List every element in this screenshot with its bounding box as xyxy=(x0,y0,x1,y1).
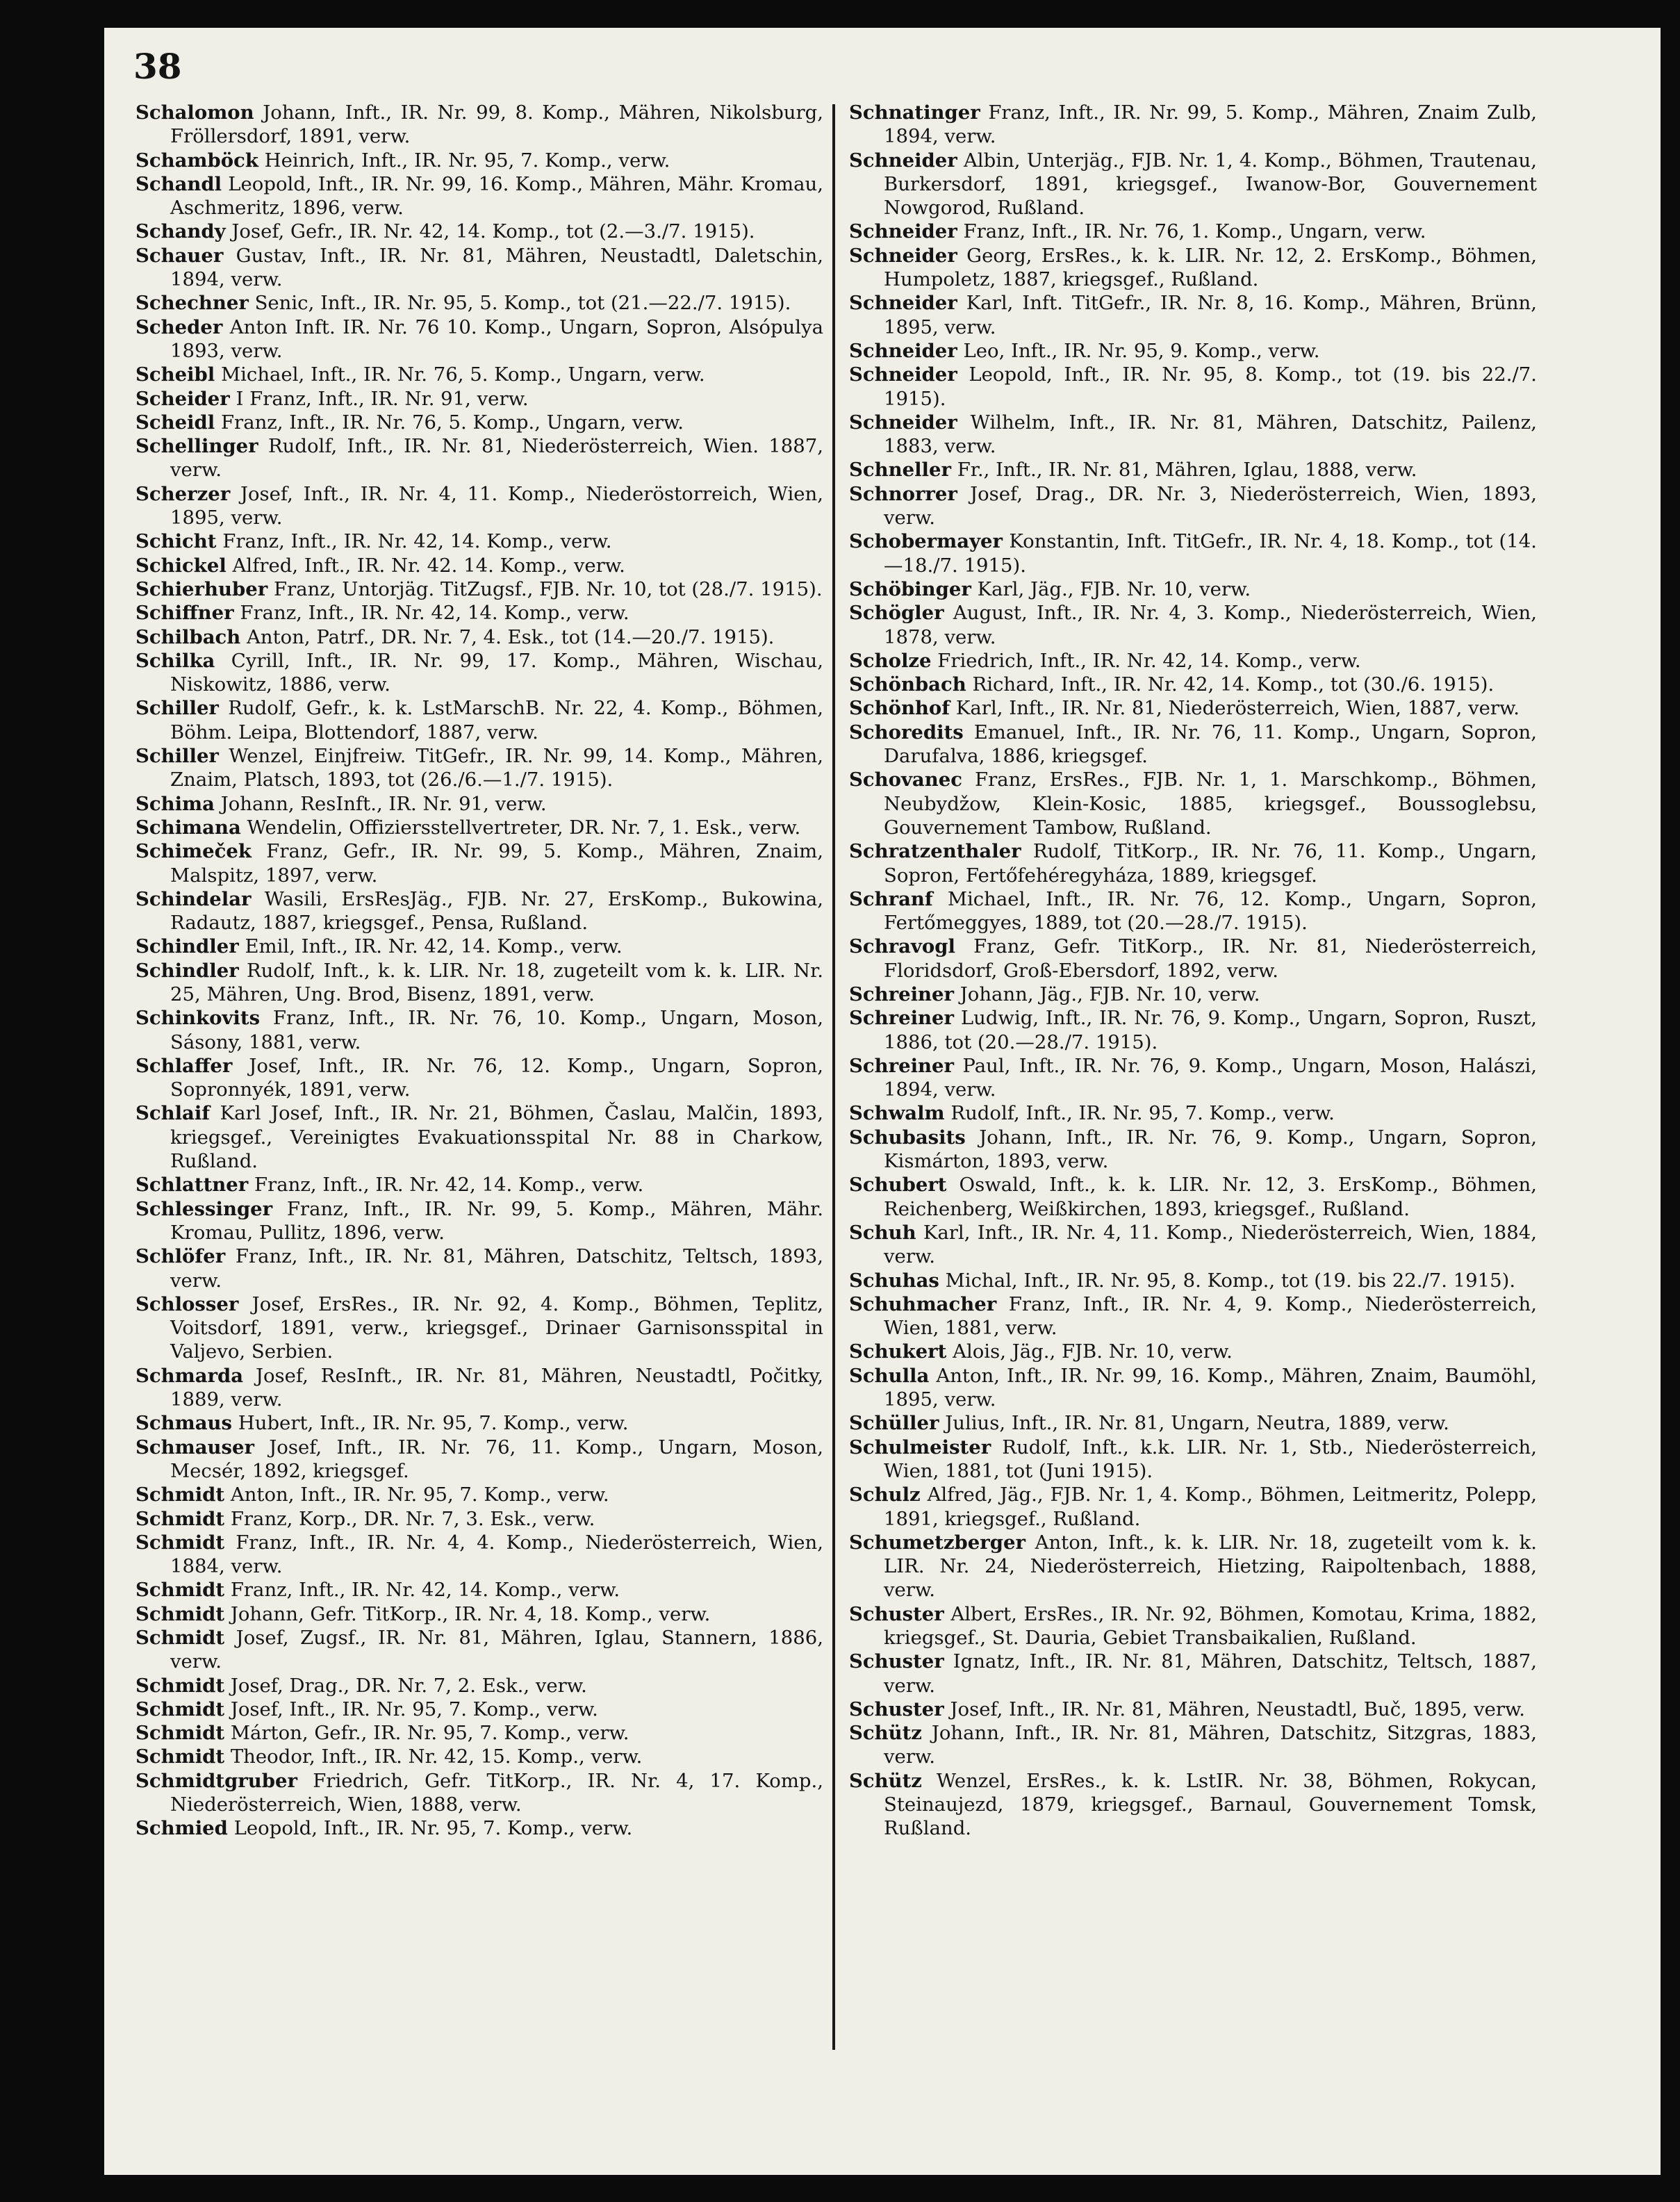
entry-surname: Schmied xyxy=(135,1817,228,1840)
entry xyxy=(849,482,1537,530)
entry xyxy=(849,1006,1537,1054)
entry-details: Anton, Inft., k. k. LIR. Nr. 18, zugeteilt vom k. k. LIR. Nr. 24, Niederösterreich, Hietzing, Raipoltenbach, 1888, verw. xyxy=(884,1531,1538,1602)
entry-details: Hubert, Inft., IR. Nr. 95, 7. Komp., verw. xyxy=(238,1412,629,1435)
entry xyxy=(135,1173,823,1197)
entry xyxy=(849,1126,1537,1174)
entry xyxy=(135,696,823,744)
entry-details: Gustav, Inft., IR. Nr. 81, Mähren, Neustadtl, Daletschin, 1894, verw. xyxy=(170,244,823,291)
entry xyxy=(849,1054,1537,1102)
entry-details: I Franz, Inft., IR. Nr. 91, verw. xyxy=(236,387,529,410)
entry-surname: Schneller xyxy=(849,459,951,482)
entry xyxy=(135,839,823,887)
entry-surname: Schmidt xyxy=(135,1531,225,1554)
entry-details: Karl Josef, Inft., IR. Nr. 21, Böhmen, Časlau, Malčin, 1893, kriegsgef., Vereinigtes Evakuationsspital Nr. 88 in Charkow, Rußland. xyxy=(170,1102,823,1173)
entry-details: Franz, Inft., IR. Nr. 4, 4. Komp., Niederösterreich, Wien, 1884, verw. xyxy=(170,1531,823,1578)
entry-details: Rudolf, Inft., IR. Nr. 81, Niederösterreich, Wien. 1887, verw. xyxy=(170,435,823,482)
entry-surname: Schandl xyxy=(135,172,222,195)
entry-details: Franz, Untorjäg. TitZugsf., FJB. Nr. 10, tot (28./7. 1915). xyxy=(273,577,823,600)
entry-surname: Schickel xyxy=(135,554,227,577)
entry-surname: Schneider xyxy=(849,220,957,243)
entry-surname: Schoredits xyxy=(849,721,964,743)
entry xyxy=(849,1411,1537,1435)
entry-surname: Scheder xyxy=(135,315,223,338)
entry xyxy=(849,1650,1537,1698)
entry xyxy=(849,1436,1537,1484)
entry-surname: Schulmeister xyxy=(849,1436,991,1459)
entry-details: August, Inft., IR. Nr. 4, 3. Komp., Niederösterreich, Wien, 1878, verw. xyxy=(884,602,1538,648)
entry xyxy=(135,1054,823,1102)
entry-details: Karl, Jäg., FJB. Nr. 10, verw. xyxy=(977,577,1251,600)
entry-details: Wendelin, Offiziersstellvertreter, DR. Nr. 7, 1. Esk., verw. xyxy=(247,816,801,839)
entry-details: Konstantin, Inft. TitGefr., IR. Nr. 4, 18. Komp., tot (14.—18./7. 1915). xyxy=(884,530,1538,577)
entry-surname: Schmidt xyxy=(135,1745,225,1768)
entry xyxy=(135,1244,823,1292)
entry-surname: Schukert xyxy=(849,1340,947,1363)
entry xyxy=(135,1483,823,1506)
entry xyxy=(135,244,823,292)
entry-surname: Schütz xyxy=(849,1769,922,1792)
entry xyxy=(135,935,823,958)
entry xyxy=(849,291,1537,339)
entry xyxy=(849,339,1537,363)
entry-surname: Schneider xyxy=(849,411,957,434)
entry-details: Johann, Jäg., FJB. Nr. 10, verw. xyxy=(960,983,1260,1005)
entry-details: Leopold, Inft., IR. Nr. 95, 7. Komp., verw. xyxy=(233,1817,633,1840)
entry xyxy=(135,554,823,577)
entry-surname: Schuster xyxy=(849,1602,944,1625)
entry-surname: Schranf xyxy=(849,887,933,910)
entry-surname: Schneider xyxy=(849,244,957,267)
entry xyxy=(135,315,823,363)
entry-surname: Scholze xyxy=(849,649,932,672)
entry-details: Franz, Inft., IR. Nr. 99, 5. Komp., Mähren, Znaim Zulb, 1894, verw. xyxy=(884,101,1537,148)
entry-surname: Schneider xyxy=(849,149,957,172)
entry-surname: Schneider xyxy=(849,339,957,362)
entry xyxy=(135,434,823,482)
entry-details: Josef, Inft., IR. Nr. 76, 11. Komp., Ungarn, Moson, Mecsér, 1892, kriegsgef. xyxy=(170,1436,823,1482)
entry xyxy=(135,1816,823,1840)
entry-surname: Schmidt xyxy=(135,1579,225,1602)
entry-details: Franz, Inft., IR. Nr. 76, 10. Komp., Ungarn, Moson, Sásony, 1881, verw. xyxy=(170,1007,823,1053)
entry xyxy=(135,1578,823,1602)
entry xyxy=(849,1721,1537,1769)
entry-details: Johann, Inft., IR. Nr. 76, 9. Komp., Ungarn, Sopron, Kismárton, 1893, verw. xyxy=(884,1126,1537,1173)
entry xyxy=(135,1292,823,1364)
entry-surname: Schierhuber xyxy=(135,577,268,600)
entry-surname: Scheibl xyxy=(135,363,215,386)
entry-surname: Schreiner xyxy=(849,1054,955,1077)
entry-surname: Schravogl xyxy=(849,935,955,958)
entry-surname: Schmarda xyxy=(135,1364,244,1387)
entry xyxy=(849,673,1537,696)
entry xyxy=(135,220,823,243)
right-column xyxy=(849,101,1537,1841)
entry-details: Michal, Inft., IR. Nr. 95, 8. Komp., tot (19. bis 22./7. 1915). xyxy=(945,1269,1516,1292)
entry-surname: Schuster xyxy=(849,1698,944,1720)
entry-details: Oswald, Inft., k. k. LIR. Nr. 12, 3. ErsKomp., Böhmen, Reichenberg, Weißkirchen, 1893, kriegsgef., Rußland. xyxy=(884,1174,1537,1220)
entry-details: Franz, Inft., IR. Nr. 81, Mähren, Datschitz, Teltsch, 1893, verw. xyxy=(170,1245,823,1292)
entry-surname: Scheidl xyxy=(135,411,215,434)
entry xyxy=(135,1411,823,1435)
entry xyxy=(135,577,823,601)
entry-details: Leopold, Inft., IR. Nr. 95, 8. Komp., tot (19. bis 22./7. 1915). xyxy=(884,363,1537,410)
entry-surname: Schönhof xyxy=(849,697,950,720)
entry-details: Márton, Gefr., IR. Nr. 95, 7. Komp., verw. xyxy=(230,1722,629,1745)
entry-surname: Schuhmacher xyxy=(849,1292,997,1315)
entry-surname: Schögler xyxy=(849,602,944,625)
entry xyxy=(135,887,823,935)
entry-details: Josef, Inft., IR. Nr. 4, 11. Komp., Niederöstorreich, Wien, 1895, verw. xyxy=(170,482,823,529)
entry xyxy=(849,1269,1537,1292)
entry-surname: Scheider xyxy=(135,387,230,410)
entry-details: Franz, Inft., IR. Nr. 42, 14. Komp., verw. xyxy=(240,602,629,625)
entry-details: Josef, Inft., IR. Nr. 76, 12. Komp., Ungarn, Sopron, Sopronnyék, 1891, verw. xyxy=(170,1054,823,1101)
entry-surname: Schindler xyxy=(135,935,239,958)
entry xyxy=(849,983,1537,1006)
entry-details: Albin, Unterjäg., FJB. Nr. 1, 4. Komp., Böhmen, Trautenau, Burkersdorf, 1891, kriegsgef., Iwanow-Bor, Gouvernement Nowgorod, Rußland. xyxy=(884,149,1537,220)
entry xyxy=(135,411,823,434)
entry xyxy=(849,696,1537,720)
entry-details: Anton Inft. IR. Nr. 76 10. Komp., Ungarn, Sopron, Alsópulya 1893, verw. xyxy=(170,315,823,362)
entry-details: Senic, Inft., IR. Nr. 95, 5. Komp., tot (21.—22./7. 1915). xyxy=(254,292,791,315)
page-number: 38 xyxy=(133,46,182,87)
left-column xyxy=(135,101,823,1841)
entry xyxy=(135,601,823,625)
entry xyxy=(849,1602,1537,1650)
document-page xyxy=(104,28,1661,2175)
entry-details: Josef, Drag., DR. Nr. 7, 2. Esk., verw. xyxy=(230,1674,587,1697)
entry-details: Paul, Inft., IR. Nr. 76, 9. Komp., Ungarn, Moson, Halászi, 1894, verw. xyxy=(884,1054,1537,1101)
entry-details: Anton, Inft., IR. Nr. 95, 7. Komp., verw. xyxy=(230,1484,609,1506)
entry xyxy=(135,792,823,816)
entry xyxy=(849,1292,1537,1340)
entry-surname: Schnorrer xyxy=(849,482,957,505)
entry-surname: Schmidt xyxy=(135,1698,225,1720)
entry-surname: Schlaffer xyxy=(135,1054,233,1077)
entry-details: Franz, Inft., IR. Nr. 42, 14. Komp., verw. xyxy=(230,1579,620,1602)
entry xyxy=(849,149,1537,220)
entry xyxy=(135,1602,823,1626)
entry xyxy=(135,1364,823,1412)
entry-surname: Schreiner xyxy=(849,1007,955,1030)
entry-surname: Schilbach xyxy=(135,625,241,648)
entry-details: Friedrich, Gefr. TitKorp., IR. Nr. 4, 17. Komp., Niederösterreich, Wien, 1888, verw. xyxy=(170,1769,823,1816)
entry-surname: Schicht xyxy=(135,530,217,553)
entry-details: Theodor, Inft., IR. Nr. 42, 15. Komp., verw. xyxy=(230,1745,643,1768)
entry-details: Michael, Inft., IR. Nr. 76, 12. Komp., Ungarn, Sopron, Fertőmeggyes, 1889, tot (20.—28./7. 1915). xyxy=(884,887,1537,935)
entry-surname: Schmidtgruber xyxy=(135,1769,297,1792)
entry-surname: Schneider xyxy=(849,363,957,386)
entry xyxy=(135,1721,823,1745)
entry-details: Franz, Inft., IR. Nr. 4, 9. Komp., Niederösterreich, Wien, 1881, verw. xyxy=(884,1292,1537,1340)
entry-details: Richard, Inft., IR. Nr. 42, 14. Komp., tot (30./6. 1915). xyxy=(972,673,1494,696)
entry xyxy=(135,649,823,697)
entry xyxy=(849,1101,1537,1125)
entry-details: Johann, ResInft., IR. Nr. 91, verw. xyxy=(220,792,547,815)
entry-surname: Schmidt xyxy=(135,1602,225,1625)
entry-surname: Schechner xyxy=(135,292,249,315)
entry xyxy=(849,244,1537,292)
entry xyxy=(849,839,1537,887)
entry xyxy=(135,363,823,386)
entry-surname: Schiffner xyxy=(135,602,234,625)
entry-surname: Schreiner xyxy=(849,983,955,1005)
entry xyxy=(135,529,823,553)
entry xyxy=(135,1101,823,1173)
entry-surname: Schimana xyxy=(135,816,241,839)
entry-surname: Schratzenthaler xyxy=(849,840,1021,863)
entry-details: Wilhelm, Inft., IR. Nr. 81, Mähren, Datschitz, Pailenz, 1883, verw. xyxy=(884,411,1537,458)
entry xyxy=(849,601,1537,649)
entry xyxy=(135,1769,823,1817)
entry-details: Ludwig, Inft., IR. Nr. 76, 9. Komp., Ungarn, Sopron, Ruszt, 1886, tot (20.—28./7. 1915). xyxy=(884,1007,1537,1053)
entry-surname: Schnatinger xyxy=(849,101,980,124)
entry xyxy=(849,101,1537,149)
column-divider xyxy=(832,104,835,2050)
entry-surname: Schmauser xyxy=(135,1436,254,1459)
entry xyxy=(849,887,1537,935)
entry xyxy=(849,577,1537,601)
entry xyxy=(135,744,823,792)
entry-details: Ignatz, Inft., IR. Nr. 81, Mähren, Datschitz, Teltsch, 1887, verw. xyxy=(884,1650,1538,1697)
entry-surname: Schimeček xyxy=(135,840,252,863)
entry-surname: Schneider xyxy=(849,292,957,315)
entry-details: Fr., Inft., IR. Nr. 81, Mähren, Iglau, 1888, verw. xyxy=(957,459,1417,482)
entry-details: Rudolf, Inft., k.k. LIR. Nr. 1, Stb., Niederösterreich, Wien, 1881, tot (Juni 1915). xyxy=(884,1436,1537,1482)
entry-details: Franz, Gefr. TitKorp., IR. Nr. 81, Niederösterreich, Floridsdorf, Groß-Ebersdorf, 1892, verw. xyxy=(884,935,1538,982)
entry xyxy=(135,1531,823,1579)
entry xyxy=(849,768,1537,839)
entry-surname: Schubert xyxy=(849,1174,947,1197)
entry xyxy=(849,1173,1537,1221)
entry-surname: Schilka xyxy=(135,649,215,672)
entry-details: Johann, Inft., IR. Nr. 99, 8. Komp., Mähren, Nikolsburg, Fröllersdorf, 1891, verw. xyxy=(170,101,823,148)
entry-details: Karl, Inft., IR. Nr. 81, Niederösterreich, Wien, 1887, verw. xyxy=(955,697,1520,720)
entry-details: Alois, Jäg., FJB. Nr. 10, verw. xyxy=(953,1340,1233,1363)
entry-surname: Schellinger xyxy=(135,435,258,458)
entry-details: Rudolf, Inft., IR. Nr. 95, 7. Komp., verw. xyxy=(950,1102,1335,1125)
entry xyxy=(135,816,823,839)
entry xyxy=(135,482,823,530)
entry xyxy=(849,1340,1537,1363)
entry xyxy=(849,721,1537,769)
entry-details: Anton, Inft., IR. Nr. 99, 16. Komp., Mähren, Znaim, Baumöhl, 1895, verw. xyxy=(884,1364,1538,1411)
entry-details: Josef, Gefr., IR. Nr. 42, 14. Komp., tot (2.—3./7. 1915). xyxy=(231,220,755,243)
entry-surname: Schovanec xyxy=(849,769,962,791)
entry-details: Alfred, Jäg., FJB. Nr. 1, 4. Komp., Böhmen, Leitmeritz, Polepp, 1891, kriegsgef., Rußland. xyxy=(884,1484,1537,1530)
entry xyxy=(135,1745,823,1768)
entry-details: Wasili, ErsResJäg., FJB. Nr. 27, ErsKomp., Bukowina, Radautz, 1887, kriegsgef., Pensa, Rußland. xyxy=(170,887,823,935)
entry-surname: Schmidt xyxy=(135,1627,225,1649)
entry-surname: Schlessinger xyxy=(135,1197,273,1220)
entry-details: Alfred, Inft., IR. Nr. 42. 14. Komp., verw. xyxy=(232,554,625,577)
entry-details: Josef, ErsRes., IR. Nr. 92, 4. Komp., Böhmen, Teplitz, Voitsdorf, 1891, verw., kriegsgef., Drinaer Garnisonsspital in Valjevo, Serbien. xyxy=(170,1292,823,1363)
entry xyxy=(135,625,823,649)
entry-surname: Schindelar xyxy=(135,887,252,910)
entry xyxy=(849,1698,1537,1721)
entry xyxy=(849,220,1537,243)
entry-surname: Schulz xyxy=(849,1484,921,1506)
entry-details: Franz, Inft., IR. Nr. 99, 5. Komp., Mähren, Mähr. Kromau, Pullitz, 1896, verw. xyxy=(170,1197,823,1244)
entry-details: Wenzel, ErsRes., k. k. LstIR. Nr. 38, Böhmen, Rokycan, Steinaujezd, 1879, kriegsgef., Barnaul, Gouvernement Tomsk, Rußland. xyxy=(884,1769,1537,1840)
entry xyxy=(849,1364,1537,1412)
entry-surname: Schlosser xyxy=(135,1292,239,1315)
entry-details: Josef, Inft., IR. Nr. 81, Mähren, Neustadtl, Buč, 1895, verw. xyxy=(950,1698,1526,1720)
entry xyxy=(849,1531,1537,1602)
entry-details: Franz, Korp., DR. Nr. 7, 3. Esk., verw. xyxy=(230,1507,595,1530)
entry-surname: Schandy xyxy=(135,220,226,243)
entry-surname: Schumetzberger xyxy=(849,1531,1026,1554)
entry-details: Johann, Gefr. TitKorp., IR. Nr. 4, 18. Komp., verw. xyxy=(230,1602,711,1625)
entry-surname: Schubasits xyxy=(849,1126,966,1149)
entry-surname: Schuster xyxy=(849,1650,944,1673)
entry-details: Rudolf, Gefr., k. k. LstMarschB. Nr. 22, 4. Komp., Böhmen, Böhm. Leipa, Blottendorf, 1887, verw. xyxy=(170,697,823,743)
entry xyxy=(849,1769,1537,1841)
entry-surname: Schmidt xyxy=(135,1674,225,1697)
entry-details: Franz, Gefr., IR. Nr. 99, 5. Komp., Mähren, Znaim, Malspitz, 1897, verw. xyxy=(170,840,823,887)
entry-surname: Schlattner xyxy=(135,1174,249,1197)
entry-surname: Schinkovits xyxy=(135,1007,261,1030)
entry-surname: Schamböck xyxy=(135,149,258,172)
entry xyxy=(135,172,823,220)
entry-details: Michael, Inft., IR. Nr. 76, 5. Komp., Ungarn, verw. xyxy=(220,363,705,386)
entry-surname: Schuh xyxy=(849,1221,916,1244)
entry-surname: Schöbinger xyxy=(849,577,971,600)
entry-surname: Schiller xyxy=(135,745,219,768)
entry-details: Wenzel, Einjfreiw. TitGefr., IR. Nr. 99, 14. Komp., Mähren, Znaim, Platsch, 1893, tot (26./6.—1./7. 1915). xyxy=(170,745,823,791)
entry-details: Josef, Inft., IR. Nr. 95, 7. Komp., verw. xyxy=(230,1698,598,1720)
entry-details: Josef, ResInft., IR. Nr. 81, Mähren, Neustadtl, Počitky, 1889, verw. xyxy=(170,1364,823,1411)
entry xyxy=(135,387,823,411)
entry-details: Rudolf, Inft., k. k. LIR. Nr. 18, zugeteilt vom k. k. LIR. Nr. 25, Mähren, Ung. Brod, Bisenz, 1891, verw. xyxy=(170,959,823,1005)
entry xyxy=(135,149,823,172)
entry-details: Franz, Inft., IR. Nr. 42, 14. Komp., verw. xyxy=(222,530,612,553)
entry-details: Emil, Inft., IR. Nr. 42, 14. Komp., verw. xyxy=(245,935,623,958)
entry xyxy=(849,458,1537,482)
entry xyxy=(849,411,1537,459)
entry-surname: Schüller xyxy=(849,1412,939,1435)
entry xyxy=(135,1626,823,1674)
entry-details: Anton, Patrf., DR. Nr. 7, 4. Esk., tot (14.—20./7. 1915). xyxy=(247,625,775,648)
entry-details: Karl, Inft. TitGefr., IR. Nr. 8, 16. Komp., Mähren, Brünn, 1895, verw. xyxy=(884,292,1537,338)
entry-details: Georg, ErsRes., k. k. LIR. Nr. 12, 2. ErsKomp., Böhmen, Humpoletz, 1887, kriegsgef., Rußland. xyxy=(884,244,1537,291)
entry-details: Johann, Inft., IR. Nr. 81, Mähren, Datschitz, Sitzgras, 1883, verw. xyxy=(884,1722,1537,1768)
entry-details: Franz, ErsRes., FJB. Nr. 1, 1. Marschkomp., Böhmen, Neubydžow, Klein-Kosic, 1885, kriegsgef., Boussoglebsu, Gouvernement Tambow, Rußland. xyxy=(884,769,1537,839)
entry-surname: Schmidt xyxy=(135,1507,225,1530)
entry-surname: Schwalm xyxy=(849,1102,945,1125)
entry-surname: Schiller xyxy=(135,697,219,720)
entry-surname: Schulla xyxy=(849,1364,930,1387)
entry xyxy=(849,1483,1537,1531)
entry-surname: Schmaus xyxy=(135,1412,232,1435)
entry-details: Franz, Inft., IR. Nr. 76, 1. Komp., Ungarn, verw. xyxy=(963,220,1426,243)
entry-surname: Schindler xyxy=(135,959,239,982)
entry-surname: Schütz xyxy=(849,1722,922,1745)
entry-surname: Schmidt xyxy=(135,1722,225,1745)
entry-details: Rudolf, TitKorp., IR. Nr. 76, 11. Komp., Ungarn, Sopron, Fertőfehéregyháza, 1889, kriegsgef. xyxy=(884,840,1537,887)
entry-surname: Schlöfer xyxy=(135,1245,226,1268)
entry-surname: Schalomon xyxy=(135,101,254,124)
entry-details: Julius, Inft., IR. Nr. 81, Ungarn, Neutra, 1889, verw. xyxy=(945,1412,1449,1435)
entry xyxy=(849,1221,1537,1269)
entry xyxy=(135,1507,823,1531)
entry xyxy=(135,959,823,1007)
entry-surname: Schauer xyxy=(135,244,224,267)
entry xyxy=(849,935,1537,983)
entry-details: Franz, Inft., IR. Nr. 42, 14. Komp., verw. xyxy=(254,1174,644,1197)
entry-surname: Schönbach xyxy=(849,673,966,696)
entry-details: Leopold, Inft., IR. Nr. 99, 16. Komp., Mähren, Mähr. Kromau, Aschmeritz, 1896, verw. xyxy=(170,172,823,220)
entry xyxy=(849,529,1537,577)
entry-details: Albert, ErsRes., IR. Nr. 92, Böhmen, Komotau, Krima, 1882, kriegsgef., St. Dauria, Gebiet Transbaikalien, Rußland. xyxy=(884,1602,1537,1649)
entry-surname: Scherzer xyxy=(135,482,231,505)
entry xyxy=(849,649,1537,673)
entry-details: Cyrill, Inft., IR. Nr. 99, 17. Komp., Mähren, Wischau, Niskowitz, 1886, verw. xyxy=(170,649,823,696)
entry xyxy=(849,363,1537,411)
entry-surname: Schima xyxy=(135,792,215,815)
entry-details: Leo, Inft., IR. Nr. 95, 9. Komp., verw. xyxy=(963,339,1320,362)
entry-details: Josef, Drag., DR. Nr. 3, Niederösterreich, Wien, 1893, verw. xyxy=(884,482,1537,529)
entry xyxy=(135,1006,823,1054)
entry-surname: Schuhas xyxy=(849,1269,939,1292)
entry xyxy=(135,1698,823,1721)
entry xyxy=(135,1436,823,1484)
entry-surname: Schmidt xyxy=(135,1484,225,1506)
entry xyxy=(135,1197,823,1245)
entry-details: Josef, Zugsf., IR. Nr. 81, Mähren, Iglau, Stannern, 1886, verw. xyxy=(170,1627,823,1673)
entry-surname: Schlaif xyxy=(135,1102,211,1125)
entry-details: Franz, Inft., IR. Nr. 76, 5. Komp., Ungarn, verw. xyxy=(220,411,684,434)
entry-details: Friedrich, Inft., IR. Nr. 42, 14. Komp., verw. xyxy=(937,649,1361,672)
entry-details: Karl, Inft., IR. Nr. 4, 11. Komp., Niederösterreich, Wien, 1884, verw. xyxy=(884,1221,1538,1268)
entry-surname: Schobermayer xyxy=(849,530,1003,553)
entry xyxy=(135,101,823,149)
entry xyxy=(135,291,823,315)
entry-details: Heinrich, Inft., IR. Nr. 95, 7. Komp., verw. xyxy=(264,149,670,172)
entry-details: Emanuel, Inft., IR. Nr. 76, 11. Komp., Ungarn, Sopron, Darufalva, 1886, kriegsgef. xyxy=(884,721,1537,768)
entry xyxy=(135,1674,823,1698)
